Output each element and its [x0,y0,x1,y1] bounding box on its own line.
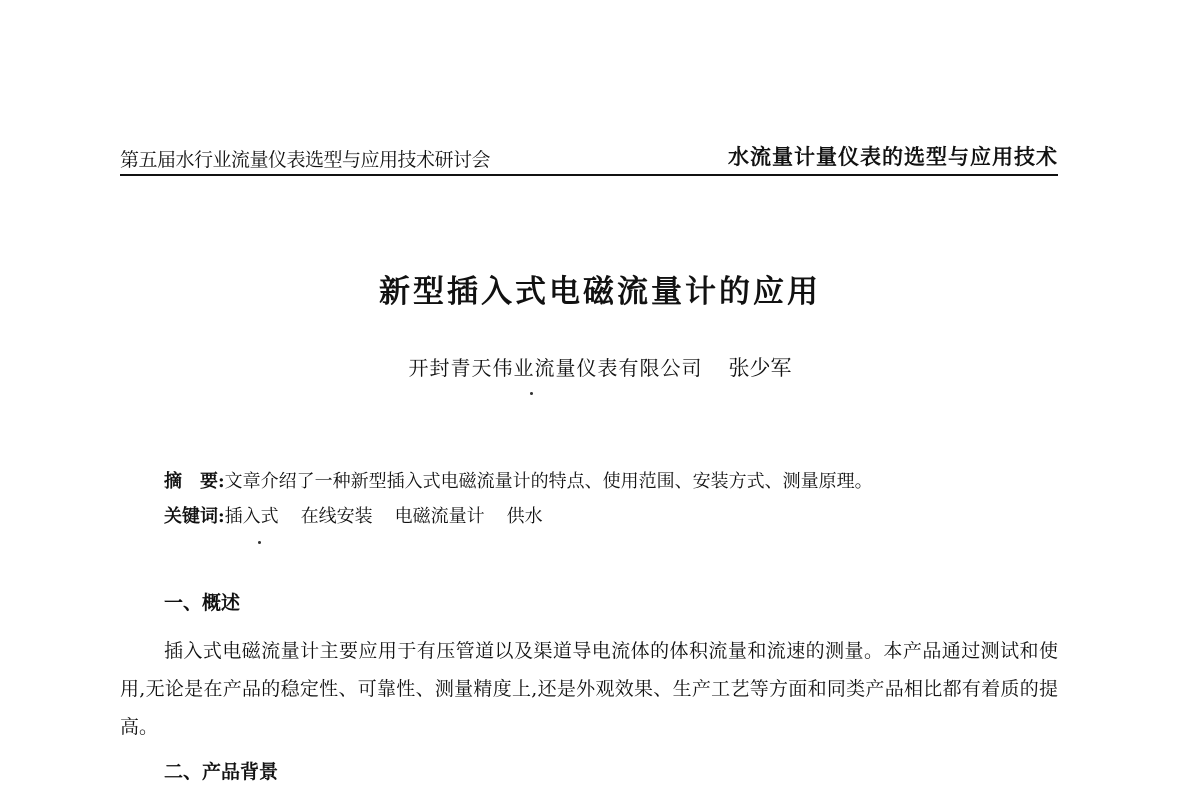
scan-speck [258,541,261,544]
keywords [164,502,565,528]
scan-speck [530,392,533,395]
proceedings-title: 水流量计量仪表的选型与应用技术 [728,144,1058,169]
running-header [120,144,1058,176]
keyword: 供水 [506,506,543,527]
keywords-label: 关键词: [164,506,225,527]
keyword: 在线安装 [300,506,373,527]
author-name: 张少军 [728,356,792,380]
conference-name: 第五届水行业流量仪表选型与应用技术研讨会 [120,149,491,171]
section-heading-overview: 一、概述 [164,592,241,614]
abstract-label: 摘 要: [164,471,225,492]
section-heading-background: 二、产品背景 [164,761,279,783]
abstract [164,467,873,493]
byline [0,352,1200,382]
keyword: 电磁流量计 [394,506,485,527]
paper-title: 新型插入式电磁流量计的应用 [379,274,821,310]
keyword: 插入式 [224,506,279,527]
abstract-text: 文章介绍了一种新型插入式电磁流量计的特点、使用范围、安装方式、测量原理。 [224,471,873,492]
section-body-overview: 插入式电磁流量计主要应用于有压管道以及渠道导电流体的体积流量和流速的测量。本产品通过测试和使用,无论是在产品的稳定性、可靠性、测量精度上,还是外观效果、生产工艺等方面和同类产品相比都有着质的提高。 [120,640,1058,738]
author-organization: 开封青天伟业流量仪表有限公司 [408,356,703,380]
